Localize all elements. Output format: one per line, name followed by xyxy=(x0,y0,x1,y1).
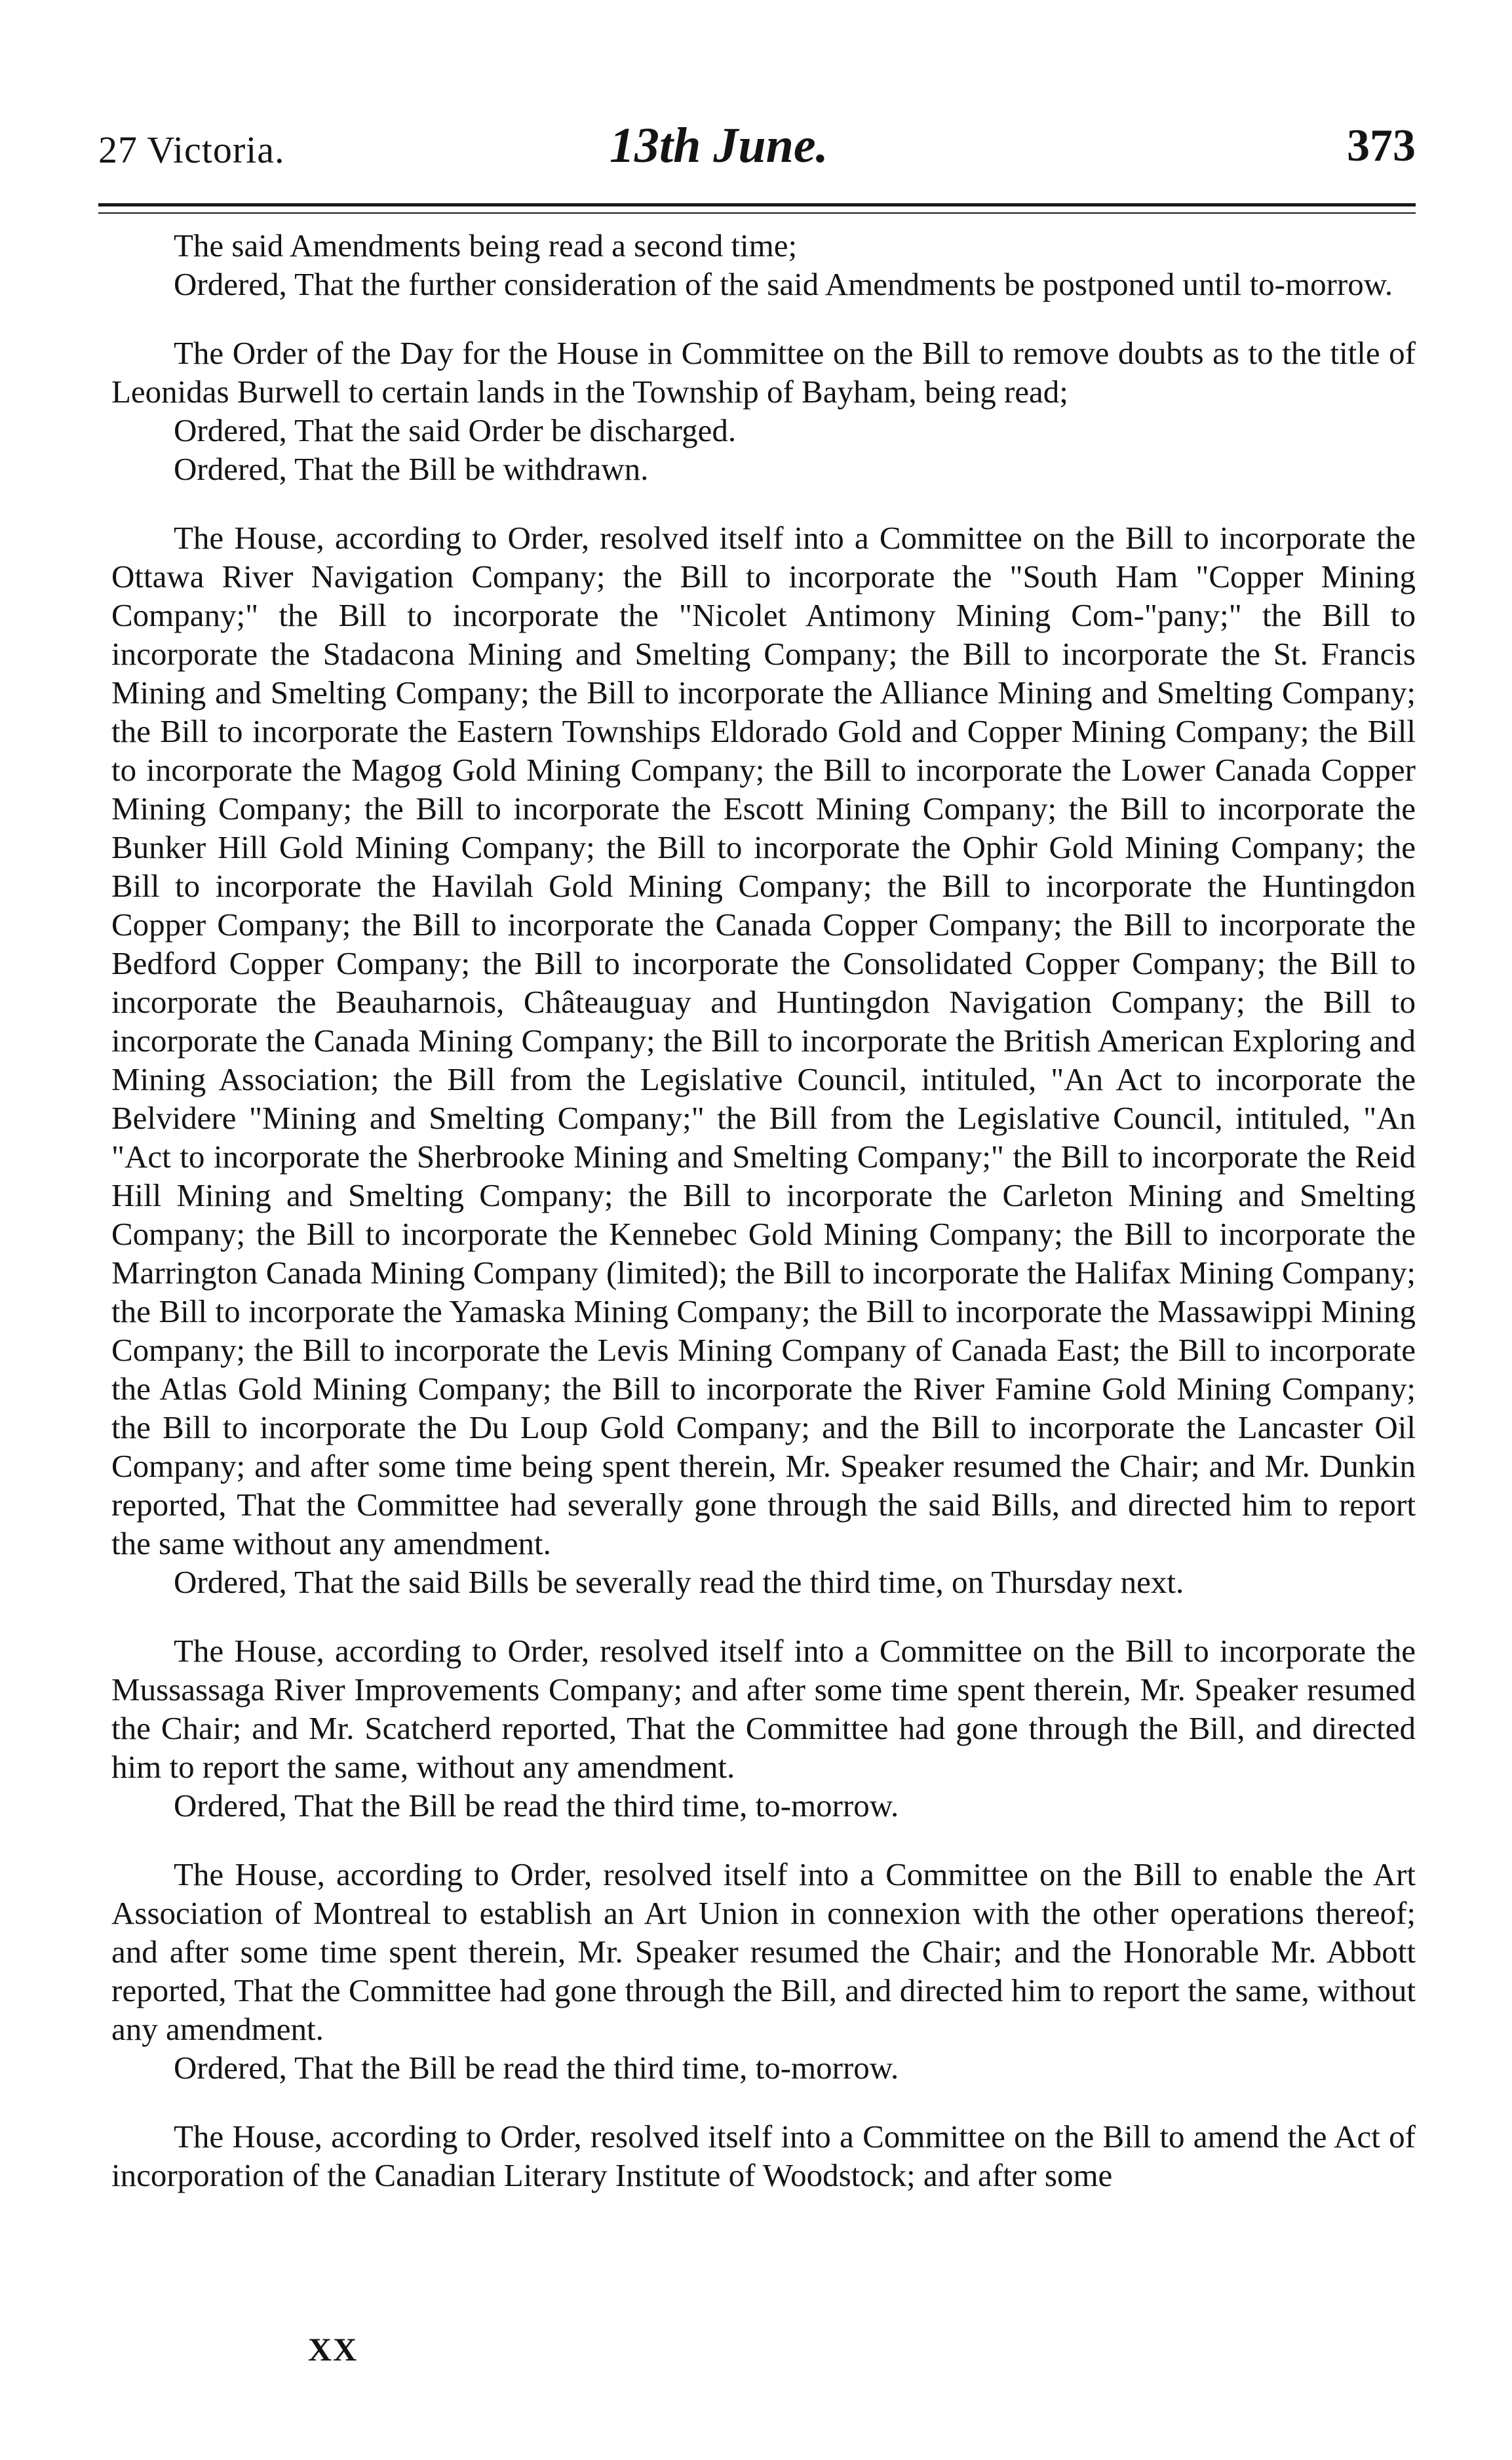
order-line: Ordered, That the said Order be discharged. xyxy=(174,412,737,448)
entry-art-association-bill xyxy=(111,1855,1416,2087)
session-date: 13th June. xyxy=(610,118,828,173)
entry-committee-mining-bills xyxy=(111,518,1416,1601)
order-line: Ordered, That the Bill be read the third time, to-morrow. xyxy=(174,2050,899,2086)
text-line: The House, according to Order, resolved itself into a Committee on the Bill to incorporate the Mussassaga River Improvements Company; and after some time spent therein, Mr. Speaker resumed the Chair; and Mr. Scatcherd reported, That the Committee had gone through the Bill, and directed him to report the same, without any amendment. xyxy=(111,1633,1416,1785)
entry-literary-institute-bill xyxy=(111,2117,1416,2195)
journal-body xyxy=(111,226,1416,2195)
regnal-year: 27 Victoria. xyxy=(98,128,285,171)
text-line: The Order of the Day for the House in Committee on the Bill to remove doubts as to the title of Leonidas Burwell to certain lands in the Township of Bayham, being read; xyxy=(111,335,1416,410)
order-line: Ordered, That the said Bills be severally read the third time, on Thursday next. xyxy=(174,1564,1184,1600)
text-line: The House, according to Order, resolved itself into a Committee on the Bill to incorporate the Ottawa River Navigation Company; the Bill to incorporate the "South Ham "Copper Mining Company;" the Bill to incorporate the "Nicolet Antimony Mining Com-"pany;" the Bill to incorporate the Stadacona Mining and Smelting Company; the Bill to incorporate the St. Francis Mining and Smelting Company; the Bill to incorporate the Alliance Mining and Smelting Company; the Bill to incorporate the Eastern Townships Eldorado Gold and Copper Mining Company; the Bill to incorporate the Magog Gold Mining Company; the Bill to incorporate the Lower Canada Copper Mining Company; the Bill to incorporate the Escott Mining Company; the Bill to incorporate the Bunker Hill Gold Mining Company; the Bill to incorporate the Ophir Gold Mining Company; the Bill to incorporate the Havilah Gold Mining Company; the Bill to incorporate the Huntingdon Copper Company; the Bill to incorporate the Canada Copper Company; the Bill to incorporate the Bedford Copper Company; the Bill to incorporate the Consolidated Copper Company; the Bill to incorporate the Beauharnois, Châteauguay and Huntingdon Navigation Company; the Bill to incorporate the Canada Mining Company; the Bill to incorporate the British American Exploring and Mining Association; the Bill from the Legislative Council, intituled, "An Act to incorporate the Belvidere "Mining and Smelting Company;" the Bill from the Legislative Council, intituled, "An "Act to incorporate the Sherbrooke Mining and Smelting Company;" the Bill to incorporate the Reid Hill Mining and Smelting Company; the Bill to incorporate the Carleton Mining and Smelting Company; the Bill to incorporate the Kennebec Gold Mining Company; the Bill to incorporate the Marrington Canada Mining Company (limited); the Bill to incorporate the Halifax Mining Company; the Bill to incorporate the Yamaska Mining Company; the Bill to incorporate the Massawippi Mining Company; the Bill to incorporate the Levis Mining Company of Canada East; the Bill to incorporate the Atlas Gold Mining Company; the Bill to incorporate the River Famine Gold Mining Company; the Bill to incorporate the Du Loup Gold Company; and the Bill to incorporate the Lancaster Oil Company; and after some time being spent therein, Mr. Speaker resumed the Chair; and Mr. Dunkin reported, That the Committee had severally gone through the said Bills, and directed him to report the same without any amendment. xyxy=(111,520,1416,1561)
order-line: Ordered, That the further consideration of the said Amendments be postponed until to-morrow. xyxy=(174,266,1393,302)
text-line: The House, according to Order, resolved itself into a Committee on the Bill to enable the Art Association of Montreal to establish an Art Union in connexion with the other operations thereof; and after some time spent therein, Mr. Speaker resumed the Chair; and the Honorable Mr. Abbott reported, That the Committee had gone through the Bill, and directed him to report the same, without any amendment. xyxy=(111,1856,1416,2047)
entry-burwell-bill xyxy=(111,334,1416,488)
order-line: Ordered, That the Bill be read the third time, to-morrow. xyxy=(174,1787,899,1824)
signature-mark: XX xyxy=(308,2331,359,2368)
page-header xyxy=(98,115,1416,193)
page-number: 373 xyxy=(1347,121,1416,171)
header-rule-thin xyxy=(98,212,1416,214)
order-line: Ordered, That the Bill be withdrawn. xyxy=(174,451,649,487)
text-line: The said Amendments being read a second time; xyxy=(174,227,798,264)
header-rule-thick xyxy=(98,203,1416,206)
entry-amendments-read xyxy=(111,226,1416,303)
entry-mussassaga-bill xyxy=(111,1631,1416,1825)
text-line: The House, according to Order, resolved itself into a Committee on the Bill to amend the Act of incorporation of the Canadian Literary Institute of Woodstock; and after some xyxy=(111,2118,1416,2193)
